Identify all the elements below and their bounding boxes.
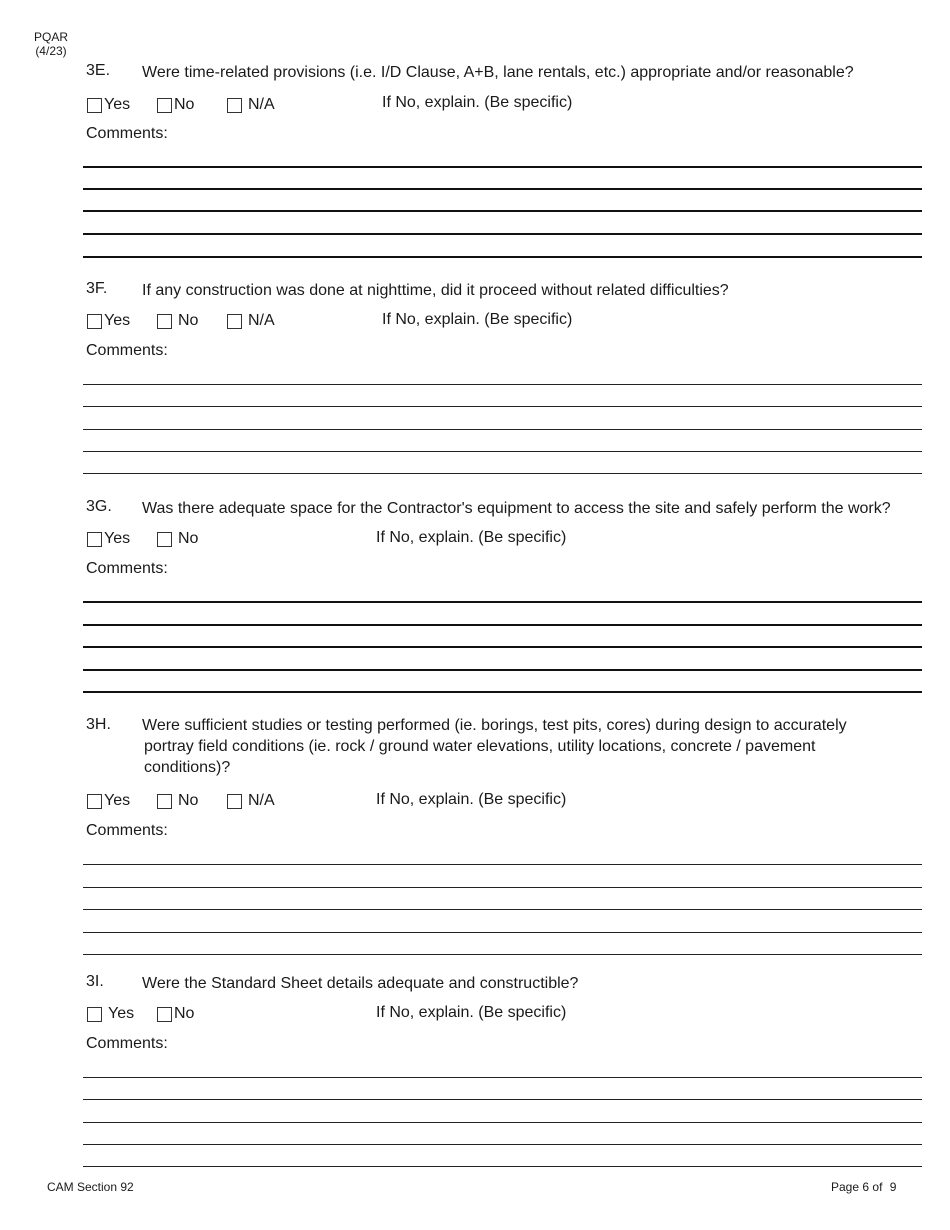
option-na[interactable]: N/A <box>227 312 275 330</box>
option-no[interactable]: No <box>157 1005 194 1023</box>
option-yes[interactable]: Yes <box>87 792 130 810</box>
option-na[interactable]: N/A <box>227 792 275 810</box>
option-no[interactable]: No <box>157 530 198 548</box>
comment-line[interactable] <box>83 451 922 452</box>
comments-label: Comments: <box>86 342 168 359</box>
na-checkbox[interactable] <box>227 794 242 809</box>
yes-checkbox[interactable] <box>87 794 102 809</box>
footer-section: CAM Section 92 <box>47 1180 134 1194</box>
option-no[interactable]: No <box>157 792 198 810</box>
comment-line[interactable] <box>83 1166 922 1167</box>
question-number: 3I. <box>86 973 104 990</box>
yes-checkbox[interactable] <box>87 1007 102 1022</box>
comment-line[interactable] <box>83 864 922 865</box>
option-no[interactable]: No <box>157 96 194 114</box>
question-number: 3H. <box>86 716 111 733</box>
comments-label: Comments: <box>86 1035 168 1052</box>
comment-line[interactable] <box>83 1122 922 1123</box>
question-text: If any construction was done at nighttime, did it proceed without related difficulties? <box>142 282 729 299</box>
comment-line[interactable] <box>83 1144 922 1145</box>
comments-label: Comments: <box>86 125 168 142</box>
comment-line[interactable] <box>83 166 922 168</box>
no-checkbox[interactable] <box>157 98 172 113</box>
explain-instruction: If No, explain. (Be specific) <box>382 311 573 328</box>
yes-checkbox[interactable] <box>87 98 102 113</box>
question-text: Was there adequate space for the Contractor's equipment to access the site and safely perform the work? <box>142 500 891 517</box>
na-checkbox[interactable] <box>227 98 242 113</box>
no-checkbox[interactable] <box>157 794 172 809</box>
comment-line[interactable] <box>83 669 922 671</box>
form-code: PQAR <box>33 30 68 44</box>
comment-line[interactable] <box>83 233 922 235</box>
comment-line[interactable] <box>83 256 922 258</box>
comment-line[interactable] <box>83 473 922 474</box>
option-yes[interactable]: Yes <box>87 1005 134 1023</box>
question-number: 3G. <box>86 498 112 515</box>
option-yes[interactable]: Yes <box>87 312 130 330</box>
option-no[interactable]: No <box>157 312 198 330</box>
no-checkbox[interactable] <box>157 1007 172 1022</box>
no-checkbox[interactable] <box>157 532 172 547</box>
comment-line[interactable] <box>83 932 922 933</box>
comment-line[interactable] <box>83 909 922 910</box>
comment-line[interactable] <box>83 624 922 626</box>
form-identifier <box>30 30 72 58</box>
comment-line[interactable] <box>83 188 922 190</box>
na-checkbox[interactable] <box>227 314 242 329</box>
comment-line[interactable] <box>83 1099 922 1100</box>
comments-label: Comments: <box>86 822 168 839</box>
question-text: Were time-related provisions (i.e. I/D Clause, A+B, lane rentals, etc.) appropriate and/or reasonable? <box>142 64 854 81</box>
question-number: 3F. <box>86 280 108 297</box>
question-number: 3E. <box>86 62 111 79</box>
yes-checkbox[interactable] <box>87 532 102 547</box>
explain-instruction: If No, explain. (Be specific) <box>376 529 567 546</box>
comment-line[interactable] <box>83 429 922 430</box>
explain-instruction: If No, explain. (Be specific) <box>376 1004 567 1021</box>
form-date: (4/23) <box>35 44 67 58</box>
option-yes[interactable]: Yes <box>87 96 130 114</box>
question-text: Were the Standard Sheet details adequate and constructible? <box>142 975 579 992</box>
comment-line[interactable] <box>83 691 922 693</box>
comment-line[interactable] <box>83 406 922 407</box>
no-checkbox[interactable] <box>157 314 172 329</box>
page-number: Page 6 of 9 <box>831 1180 897 1194</box>
yes-checkbox[interactable] <box>87 314 102 329</box>
option-yes[interactable]: Yes <box>87 530 130 548</box>
comment-line[interactable] <box>83 1077 922 1078</box>
explain-instruction: If No, explain. (Be specific) <box>382 94 573 111</box>
comment-line[interactable] <box>83 646 922 648</box>
option-na[interactable]: N/A <box>227 96 275 114</box>
comment-line[interactable] <box>83 887 922 888</box>
comments-label: Comments: <box>86 560 168 577</box>
question-text: Were sufficient studies or testing performed (ie. borings, test pits, cores) during design to accurately portray field conditions (ie. rock / ground water elevations, utility locations, concrete / pavement conditions)? <box>142 717 847 776</box>
comment-line[interactable] <box>83 384 922 385</box>
comment-line[interactable] <box>83 954 922 955</box>
comment-line[interactable] <box>83 601 922 603</box>
explain-instruction: If No, explain. (Be specific) <box>376 791 567 808</box>
comment-line[interactable] <box>83 210 922 212</box>
